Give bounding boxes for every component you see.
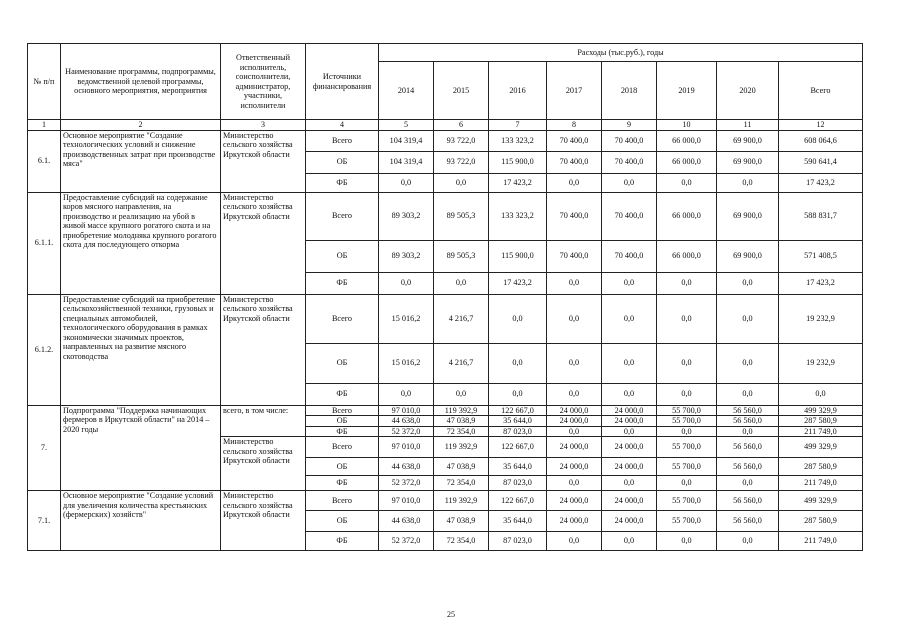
source-cell: Всего	[306, 192, 379, 240]
value-cell: 0,0	[547, 532, 602, 551]
value-cell: 70 400,0	[602, 130, 657, 151]
value-cell: 0,0	[489, 383, 547, 405]
column-number: 11	[717, 120, 779, 131]
value-cell: 24 000,0	[547, 416, 602, 427]
value-cell: 104 319,4	[379, 151, 434, 173]
header-num: № п/п	[28, 44, 61, 120]
value-cell: 0,0	[434, 173, 489, 192]
value-cell: 55 700,0	[657, 511, 717, 532]
value-cell: 24 000,0	[547, 511, 602, 532]
total-cell: 19 232,9	[779, 343, 863, 383]
value-cell: 0,0	[434, 272, 489, 294]
row-name: Предоставление субсидий на приобретение сельскохозяйственной техники, грузовых и специальных автомобилей, технологического оборудования в рамках экономически значимых проектов, направленных на развитие мясного скотоводства	[61, 294, 221, 405]
page-number: 25	[447, 610, 455, 619]
total-cell: 590 641,4	[779, 151, 863, 173]
header-year: 2015	[434, 62, 489, 120]
value-cell: 35 644,0	[489, 458, 547, 476]
value-cell: 24 000,0	[547, 405, 602, 416]
value-cell: 4 216,7	[434, 343, 489, 383]
value-cell: 0,0	[657, 426, 717, 437]
value-cell: 69 900,0	[717, 130, 779, 151]
value-cell: 104 319,4	[379, 130, 434, 151]
source-cell: Всего	[306, 130, 379, 151]
row-number: 6.1.	[28, 130, 61, 192]
table-row	[28, 294, 863, 343]
value-cell: 0,0	[602, 173, 657, 192]
value-cell: 56 560,0	[717, 458, 779, 476]
header-year: 2017	[547, 62, 602, 120]
value-cell: 0,0	[602, 343, 657, 383]
total-cell: 17 423,2	[779, 173, 863, 192]
column-number: 12	[779, 120, 863, 131]
row-name: Предоставление субсидий на содержание коров мясного направления, на производство и реализацию на убой в живой массе крупного рогатого скота и на приобретение молодняка крупного рогатого скота для последующего откорма	[61, 192, 221, 294]
row-responsible-all: всего, в том числе:	[221, 405, 306, 437]
value-cell: 119 392,9	[434, 437, 489, 458]
value-cell: 89 303,2	[379, 240, 434, 272]
value-cell: 52 372,0	[379, 426, 434, 437]
header-year: 2018	[602, 62, 657, 120]
value-cell: 0,0	[602, 426, 657, 437]
table-body	[28, 130, 863, 551]
row-number: 7.	[28, 405, 61, 491]
value-cell: 55 700,0	[657, 458, 717, 476]
value-cell: 0,0	[717, 294, 779, 343]
value-cell: 87 023,0	[489, 476, 547, 491]
column-number: 7	[489, 120, 547, 131]
row-responsible: Министерство сельского хозяйства Иркутской области	[221, 491, 306, 551]
table-row	[28, 192, 863, 240]
row-number: 6.1.2.	[28, 294, 61, 405]
value-cell: 35 644,0	[489, 511, 547, 532]
value-cell: 44 638,0	[379, 511, 434, 532]
value-cell: 87 023,0	[489, 426, 547, 437]
value-cell: 0,0	[717, 343, 779, 383]
source-cell: ОБ	[306, 458, 379, 476]
source-cell: ОБ	[306, 151, 379, 173]
header-expenses: Расходы (тыс.руб.), годы	[379, 44, 863, 62]
value-cell: 0,0	[657, 532, 717, 551]
column-number: 9	[602, 120, 657, 131]
value-cell: 97 010,0	[379, 405, 434, 416]
value-cell: 56 560,0	[717, 437, 779, 458]
value-cell: 0,0	[602, 476, 657, 491]
value-cell: 115 900,0	[489, 240, 547, 272]
row-responsible: Министерство сельского хозяйства Иркутской области	[221, 437, 306, 491]
row-number: 7.1.	[28, 491, 61, 551]
value-cell: 47 038,9	[434, 511, 489, 532]
total-cell: 287 580,9	[779, 416, 863, 427]
header-year: 2014	[379, 62, 434, 120]
column-number: 3	[221, 120, 306, 131]
value-cell: 72 354,0	[434, 532, 489, 551]
value-cell: 122 667,0	[489, 437, 547, 458]
value-cell: 122 667,0	[489, 405, 547, 416]
value-cell: 44 638,0	[379, 458, 434, 476]
total-cell: 571 408,5	[779, 240, 863, 272]
value-cell: 66 000,0	[657, 130, 717, 151]
value-cell: 55 700,0	[657, 437, 717, 458]
value-cell: 0,0	[657, 173, 717, 192]
value-cell: 24 000,0	[602, 437, 657, 458]
value-cell: 55 700,0	[657, 491, 717, 511]
value-cell: 15 016,2	[379, 294, 434, 343]
value-cell: 70 400,0	[547, 151, 602, 173]
value-cell: 0,0	[379, 173, 434, 192]
source-cell: ОБ	[306, 511, 379, 532]
header-year: 2016	[489, 62, 547, 120]
source-cell: Всего	[306, 491, 379, 511]
value-cell: 0,0	[489, 294, 547, 343]
column-number: 1	[28, 120, 61, 131]
header-year: 2020	[717, 62, 779, 120]
source-cell: ФБ	[306, 272, 379, 294]
value-cell: 133 323,2	[489, 130, 547, 151]
source-cell: ФБ	[306, 383, 379, 405]
total-cell: 608 064,6	[779, 130, 863, 151]
header-responsible: Ответственный исполнитель, соисполнители, администратор, участники, исполнители	[221, 44, 306, 120]
value-cell: 24 000,0	[602, 416, 657, 427]
value-cell: 56 560,0	[717, 511, 779, 532]
source-cell: Всего	[306, 405, 379, 416]
value-cell: 0,0	[602, 272, 657, 294]
column-number: 2	[61, 120, 221, 131]
source-cell: Всего	[306, 294, 379, 343]
row-number: 6.1.1.	[28, 192, 61, 294]
value-cell: 122 667,0	[489, 491, 547, 511]
value-cell: 24 000,0	[547, 458, 602, 476]
value-cell: 56 560,0	[717, 491, 779, 511]
total-cell: 211 749,0	[779, 426, 863, 437]
value-cell: 0,0	[602, 532, 657, 551]
value-cell: 0,0	[379, 383, 434, 405]
value-cell: 47 038,9	[434, 458, 489, 476]
value-cell: 70 400,0	[602, 240, 657, 272]
value-cell: 70 400,0	[547, 130, 602, 151]
value-cell: 55 700,0	[657, 416, 717, 427]
column-number: 4	[306, 120, 379, 131]
value-cell: 89 303,2	[379, 192, 434, 240]
value-cell: 0,0	[547, 173, 602, 192]
value-cell: 93 722,0	[434, 151, 489, 173]
value-cell: 66 000,0	[657, 151, 717, 173]
value-cell: 69 900,0	[717, 192, 779, 240]
value-cell: 56 560,0	[717, 416, 779, 427]
column-numbers-row	[28, 120, 863, 131]
value-cell: 119 392,9	[434, 491, 489, 511]
header-name: Наименование программы, подпрограммы, ведомственной целевой программы, основного мероприятия, мероприятия	[61, 44, 221, 120]
value-cell: 44 638,0	[379, 416, 434, 427]
source-cell: ФБ	[306, 426, 379, 437]
value-cell: 0,0	[489, 343, 547, 383]
column-number: 5	[379, 120, 434, 131]
header-year: 2019	[657, 62, 717, 120]
row-responsible: Министерство сельского хозяйства Иркутской области	[221, 294, 306, 405]
value-cell: 0,0	[547, 476, 602, 491]
value-cell: 4 216,7	[434, 294, 489, 343]
value-cell: 97 010,0	[379, 491, 434, 511]
source-cell: ФБ	[306, 532, 379, 551]
value-cell: 0,0	[717, 426, 779, 437]
value-cell: 72 354,0	[434, 426, 489, 437]
total-cell: 499 329,9	[779, 405, 863, 416]
value-cell: 52 372,0	[379, 476, 434, 491]
source-cell: ОБ	[306, 416, 379, 427]
value-cell: 24 000,0	[547, 491, 602, 511]
value-cell: 52 372,0	[379, 532, 434, 551]
value-cell: 47 038,9	[434, 416, 489, 427]
budget-table	[27, 43, 863, 551]
value-cell: 89 505,3	[434, 240, 489, 272]
value-cell: 0,0	[717, 272, 779, 294]
column-number: 6	[434, 120, 489, 131]
value-cell: 35 644,0	[489, 416, 547, 427]
value-cell: 0,0	[434, 383, 489, 405]
value-cell: 0,0	[547, 294, 602, 343]
source-cell: ФБ	[306, 173, 379, 192]
value-cell: 69 900,0	[717, 240, 779, 272]
value-cell: 0,0	[379, 272, 434, 294]
value-cell: 0,0	[717, 532, 779, 551]
value-cell: 89 505,3	[434, 192, 489, 240]
value-cell: 0,0	[717, 383, 779, 405]
value-cell: 0,0	[657, 294, 717, 343]
value-cell: 24 000,0	[602, 458, 657, 476]
header-total: Всего	[779, 62, 863, 120]
value-cell: 66 000,0	[657, 192, 717, 240]
total-cell: 211 749,0	[779, 532, 863, 551]
value-cell: 87 023,0	[489, 532, 547, 551]
value-cell: 0,0	[602, 294, 657, 343]
table-row	[28, 130, 863, 151]
row-name: Подпрограмма "Поддержка начинающих фермеров в Иркутской области" на 2014 – 2020 годы	[61, 405, 221, 491]
value-cell: 55 700,0	[657, 405, 717, 416]
row-responsible: Министерство сельского хозяйства Иркутской области	[221, 192, 306, 294]
row-name: Основное мероприятие "Создание условий для увеличения количества крестьянских (фермерских) хозяйств"	[61, 491, 221, 551]
header-sources: Источники финансирования	[306, 44, 379, 120]
value-cell: 70 400,0	[547, 240, 602, 272]
value-cell: 70 400,0	[602, 192, 657, 240]
value-cell: 17 423,2	[489, 272, 547, 294]
source-cell: Всего	[306, 437, 379, 458]
value-cell: 0,0	[657, 272, 717, 294]
table-row	[28, 405, 863, 416]
source-cell: ФБ	[306, 476, 379, 491]
column-number: 10	[657, 120, 717, 131]
value-cell: 72 354,0	[434, 476, 489, 491]
total-cell: 588 831,7	[779, 192, 863, 240]
source-cell: ОБ	[306, 343, 379, 383]
value-cell: 66 000,0	[657, 240, 717, 272]
value-cell: 133 323,2	[489, 192, 547, 240]
table-row	[28, 491, 863, 511]
value-cell: 70 400,0	[547, 192, 602, 240]
total-cell: 499 329,9	[779, 491, 863, 511]
value-cell: 0,0	[547, 343, 602, 383]
total-cell: 287 580,9	[779, 511, 863, 532]
value-cell: 0,0	[602, 383, 657, 405]
value-cell: 56 560,0	[717, 405, 779, 416]
value-cell: 0,0	[547, 426, 602, 437]
value-cell: 93 722,0	[434, 130, 489, 151]
total-cell: 0,0	[779, 383, 863, 405]
value-cell: 0,0	[657, 476, 717, 491]
total-cell: 287 580,9	[779, 458, 863, 476]
total-cell: 17 423,2	[779, 272, 863, 294]
value-cell: 0,0	[657, 343, 717, 383]
value-cell: 115 900,0	[489, 151, 547, 173]
value-cell: 15 016,2	[379, 343, 434, 383]
value-cell: 24 000,0	[602, 405, 657, 416]
row-name: Основное мероприятие "Создание технологических условий и снижение производственных затрат при производстве мяса"	[61, 130, 221, 192]
table-header	[28, 44, 863, 131]
value-cell: 24 000,0	[602, 511, 657, 532]
total-cell: 499 329,9	[779, 437, 863, 458]
value-cell: 70 400,0	[602, 151, 657, 173]
value-cell: 24 000,0	[547, 437, 602, 458]
value-cell: 97 010,0	[379, 437, 434, 458]
value-cell: 17 423,2	[489, 173, 547, 192]
total-cell: 19 232,9	[779, 294, 863, 343]
source-cell: ОБ	[306, 240, 379, 272]
value-cell: 0,0	[657, 383, 717, 405]
column-number: 8	[547, 120, 602, 131]
row-responsible: Министерство сельского хозяйства Иркутской области	[221, 130, 306, 192]
value-cell: 69 900,0	[717, 151, 779, 173]
value-cell: 119 392,9	[434, 405, 489, 416]
total-cell: 211 749,0	[779, 476, 863, 491]
value-cell: 0,0	[547, 383, 602, 405]
value-cell: 0,0	[547, 272, 602, 294]
value-cell: 0,0	[717, 173, 779, 192]
value-cell: 0,0	[717, 476, 779, 491]
value-cell: 24 000,0	[602, 491, 657, 511]
